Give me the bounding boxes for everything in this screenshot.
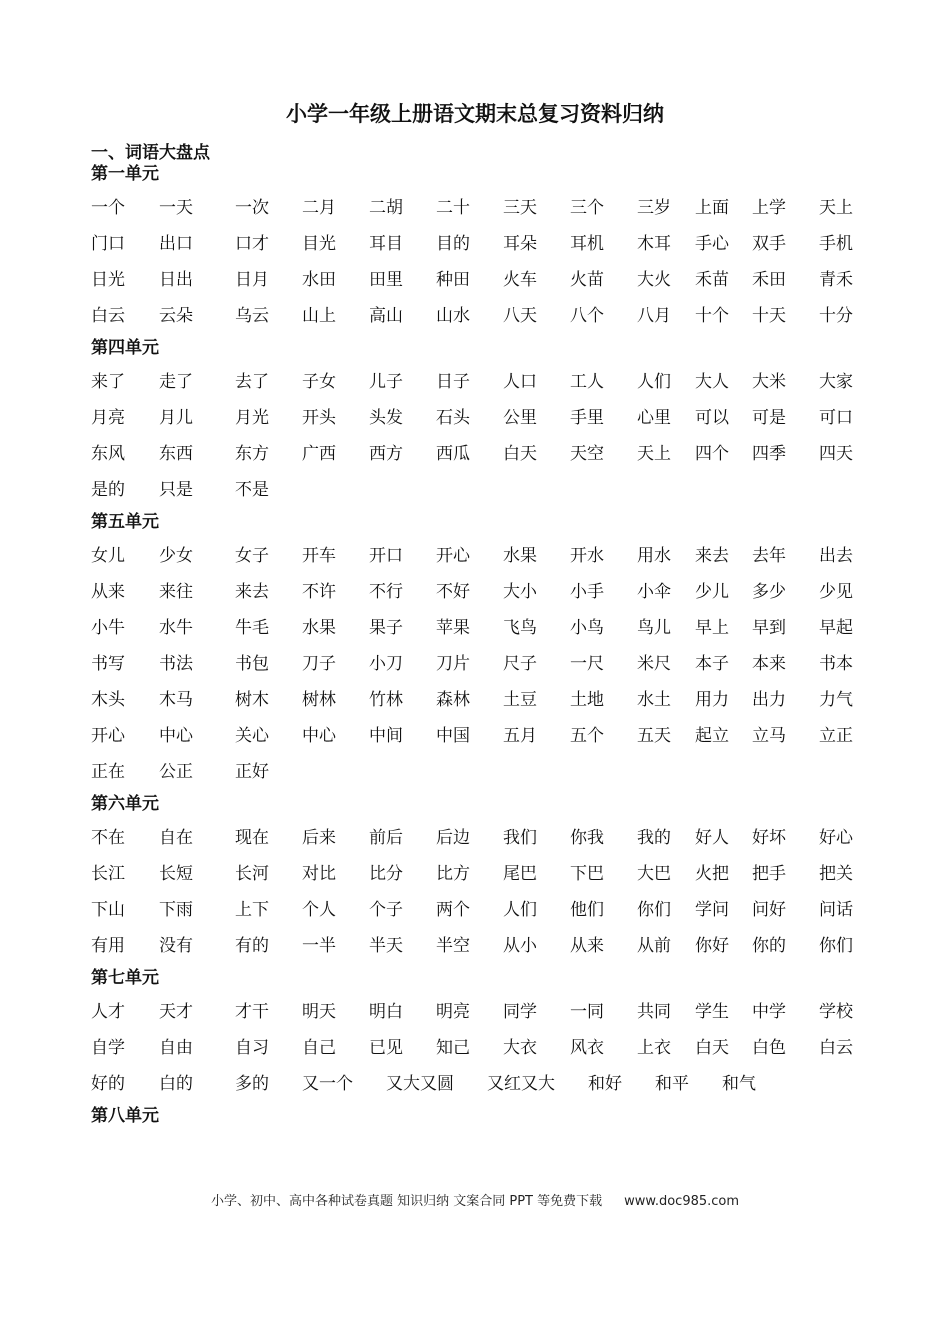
word-item: 多的 bbox=[235, 1074, 269, 1094]
page-title: 小学一年级上册语文期末总复习资料归纳 bbox=[286, 102, 664, 126]
word-item: 小鸟 bbox=[570, 618, 604, 638]
word-item: 半天 bbox=[369, 936, 403, 956]
word-item: 耳目 bbox=[369, 234, 403, 254]
word-item: 上面 bbox=[695, 198, 729, 218]
word-item: 头发 bbox=[369, 408, 403, 428]
unit-title: 第六单元 bbox=[91, 794, 159, 814]
word-item: 耳机 bbox=[570, 234, 604, 254]
word-item: 可口 bbox=[819, 408, 853, 428]
word-item: 现在 bbox=[235, 828, 269, 848]
word-item: 三个 bbox=[570, 198, 604, 218]
word-item: 一同 bbox=[570, 1002, 604, 1022]
word-item: 禾田 bbox=[752, 270, 786, 290]
word-item: 把关 bbox=[819, 864, 853, 884]
word-item: 东西 bbox=[159, 444, 193, 464]
word-row bbox=[91, 613, 861, 649]
word-item: 自习 bbox=[235, 1038, 269, 1058]
word-item: 天空 bbox=[570, 444, 604, 464]
unit-title: 第四单元 bbox=[91, 338, 159, 358]
word-row bbox=[91, 931, 861, 967]
word-item: 目光 bbox=[302, 234, 336, 254]
word-item: 自由 bbox=[159, 1038, 193, 1058]
word-item: 公里 bbox=[503, 408, 537, 428]
word-item: 你好 bbox=[695, 936, 729, 956]
word-item: 把手 bbox=[752, 864, 786, 884]
word-item: 中学 bbox=[752, 1002, 786, 1022]
word-item: 木马 bbox=[159, 690, 193, 710]
word-item: 月亮 bbox=[91, 408, 125, 428]
word-item: 心里 bbox=[637, 408, 671, 428]
word-item: 学问 bbox=[695, 900, 729, 920]
word-item: 共同 bbox=[637, 1002, 671, 1022]
word-item: 问话 bbox=[819, 900, 853, 920]
word-row bbox=[91, 757, 861, 793]
word-row bbox=[91, 439, 861, 475]
word-item: 中心 bbox=[302, 726, 336, 746]
word-item: 耳朵 bbox=[503, 234, 537, 254]
word-item: 青禾 bbox=[819, 270, 853, 290]
word-item: 人才 bbox=[91, 1002, 125, 1022]
word-item: 比分 bbox=[369, 864, 403, 884]
word-item: 我们 bbox=[503, 828, 537, 848]
word-item: 天上 bbox=[637, 444, 671, 464]
word-item: 从前 bbox=[637, 936, 671, 956]
word-item: 出力 bbox=[752, 690, 786, 710]
word-item: 日月 bbox=[235, 270, 269, 290]
word-item: 门口 bbox=[91, 234, 125, 254]
word-item: 下山 bbox=[91, 900, 125, 920]
word-item: 禾苗 bbox=[695, 270, 729, 290]
word-item: 人口 bbox=[503, 372, 537, 392]
word-item: 明亮 bbox=[436, 1002, 470, 1022]
word-item: 关心 bbox=[235, 726, 269, 746]
word-item: 二月 bbox=[302, 198, 336, 218]
word-item: 不是 bbox=[235, 480, 269, 500]
word-item: 火苗 bbox=[570, 270, 604, 290]
word-item: 人们 bbox=[637, 372, 671, 392]
word-item: 你我 bbox=[570, 828, 604, 848]
word-item: 五天 bbox=[637, 726, 671, 746]
word-item: 出口 bbox=[159, 234, 193, 254]
word-row bbox=[91, 721, 861, 757]
word-item: 开心 bbox=[91, 726, 125, 746]
word-item: 不在 bbox=[91, 828, 125, 848]
word-item: 月儿 bbox=[159, 408, 193, 428]
word-item: 正在 bbox=[91, 762, 125, 782]
word-item: 后来 bbox=[302, 828, 336, 848]
word-item: 日光 bbox=[91, 270, 125, 290]
word-item: 好坏 bbox=[752, 828, 786, 848]
word-item: 力气 bbox=[819, 690, 853, 710]
word-row bbox=[91, 685, 861, 721]
word-item: 少见 bbox=[819, 582, 853, 602]
word-item: 本来 bbox=[752, 654, 786, 674]
word-item: 他们 bbox=[570, 900, 604, 920]
word-item: 从来 bbox=[570, 936, 604, 956]
word-item: 大米 bbox=[752, 372, 786, 392]
word-item: 大家 bbox=[819, 372, 853, 392]
word-item: 来去 bbox=[695, 546, 729, 566]
word-item: 有用 bbox=[91, 936, 125, 956]
word-item: 水牛 bbox=[159, 618, 193, 638]
word-item: 山上 bbox=[302, 306, 336, 326]
word-item: 同学 bbox=[503, 1002, 537, 1022]
word-item: 大巴 bbox=[637, 864, 671, 884]
unit-title: 第八单元 bbox=[91, 1106, 159, 1126]
word-item: 儿子 bbox=[369, 372, 403, 392]
word-item: 大人 bbox=[695, 372, 729, 392]
word-item: 刀片 bbox=[436, 654, 470, 674]
word-item: 刀子 bbox=[302, 654, 336, 674]
word-item: 自己 bbox=[302, 1038, 336, 1058]
word-item: 乌云 bbox=[235, 306, 269, 326]
word-item: 下雨 bbox=[159, 900, 193, 920]
word-item: 月光 bbox=[235, 408, 269, 428]
word-item: 没有 bbox=[159, 936, 193, 956]
word-item: 去年 bbox=[752, 546, 786, 566]
word-item: 大火 bbox=[637, 270, 671, 290]
word-item: 牛毛 bbox=[235, 618, 269, 638]
word-item: 和气 bbox=[722, 1074, 756, 1094]
word-item: 火车 bbox=[503, 270, 537, 290]
word-item: 十个 bbox=[695, 306, 729, 326]
word-item: 自学 bbox=[91, 1038, 125, 1058]
word-row bbox=[91, 997, 861, 1033]
word-item: 木耳 bbox=[637, 234, 671, 254]
word-item: 云朵 bbox=[159, 306, 193, 326]
word-item: 立马 bbox=[752, 726, 786, 746]
word-item: 长河 bbox=[235, 864, 269, 884]
word-item: 比方 bbox=[436, 864, 470, 884]
word-item: 来了 bbox=[91, 372, 125, 392]
word-item: 石头 bbox=[436, 408, 470, 428]
word-item: 五月 bbox=[503, 726, 537, 746]
footer-url[interactable]: www.doc985.com bbox=[624, 1194, 740, 1209]
word-item: 去了 bbox=[235, 372, 269, 392]
word-item: 风衣 bbox=[570, 1038, 604, 1058]
word-item: 问好 bbox=[752, 900, 786, 920]
word-item: 可以 bbox=[695, 408, 729, 428]
word-item: 田里 bbox=[369, 270, 403, 290]
word-item: 三天 bbox=[503, 198, 537, 218]
word-item: 上衣 bbox=[637, 1038, 671, 1058]
word-item: 五个 bbox=[570, 726, 604, 746]
word-item: 从来 bbox=[91, 582, 125, 602]
word-item: 目的 bbox=[436, 234, 470, 254]
word-item: 一天 bbox=[159, 198, 193, 218]
word-row bbox=[91, 193, 861, 229]
word-row bbox=[91, 265, 861, 301]
word-item: 天上 bbox=[819, 198, 853, 218]
word-item: 双手 bbox=[752, 234, 786, 254]
word-item: 八个 bbox=[570, 306, 604, 326]
footer bbox=[0, 1190, 950, 1209]
word-item: 一半 bbox=[302, 936, 336, 956]
word-item: 白天 bbox=[695, 1038, 729, 1058]
word-item: 口才 bbox=[235, 234, 269, 254]
word-item: 前后 bbox=[369, 828, 403, 848]
word-item: 长江 bbox=[91, 864, 125, 884]
word-item: 四季 bbox=[752, 444, 786, 464]
word-item: 小牛 bbox=[91, 618, 125, 638]
word-item: 手机 bbox=[819, 234, 853, 254]
word-row bbox=[91, 859, 861, 895]
word-item: 水土 bbox=[637, 690, 671, 710]
word-item: 好的 bbox=[91, 1074, 125, 1094]
word-item: 自在 bbox=[159, 828, 193, 848]
word-item: 长短 bbox=[159, 864, 193, 884]
word-item: 走了 bbox=[159, 372, 193, 392]
word-item: 早上 bbox=[695, 618, 729, 638]
word-row bbox=[91, 367, 861, 403]
word-item: 子女 bbox=[302, 372, 336, 392]
word-row bbox=[91, 541, 861, 577]
word-row bbox=[91, 1033, 861, 1069]
unit-title: 第七单元 bbox=[91, 968, 159, 988]
word-item: 手里 bbox=[570, 408, 604, 428]
word-item: 明白 bbox=[369, 1002, 403, 1022]
word-item: 种田 bbox=[436, 270, 470, 290]
word-row bbox=[91, 577, 861, 613]
word-row bbox=[91, 475, 861, 511]
word-item: 树林 bbox=[302, 690, 336, 710]
word-item: 好心 bbox=[819, 828, 853, 848]
word-item: 白色 bbox=[752, 1038, 786, 1058]
word-item: 个人 bbox=[302, 900, 336, 920]
word-item: 开水 bbox=[570, 546, 604, 566]
word-item: 学生 bbox=[695, 1002, 729, 1022]
word-item: 少儿 bbox=[695, 582, 729, 602]
word-item: 一尺 bbox=[570, 654, 604, 674]
word-item: 苹果 bbox=[436, 618, 470, 638]
word-item: 水果 bbox=[302, 618, 336, 638]
word-item: 手心 bbox=[695, 234, 729, 254]
footer-text: 小学、初中、高中各种试卷真题 知识归纳 文案合同 PPT 等免费下载 bbox=[210, 1194, 603, 1209]
word-item: 两个 bbox=[436, 900, 470, 920]
word-item: 书包 bbox=[235, 654, 269, 674]
word-item: 飞鸟 bbox=[503, 618, 537, 638]
word-item: 土地 bbox=[570, 690, 604, 710]
word-item: 四个 bbox=[695, 444, 729, 464]
word-item: 你的 bbox=[752, 936, 786, 956]
word-item: 十分 bbox=[819, 306, 853, 326]
word-item: 东方 bbox=[235, 444, 269, 464]
word-item: 广西 bbox=[302, 444, 336, 464]
word-item: 中心 bbox=[159, 726, 193, 746]
word-item: 水田 bbox=[302, 270, 336, 290]
word-item: 水果 bbox=[503, 546, 537, 566]
word-item: 多少 bbox=[752, 582, 786, 602]
word-item: 尾巴 bbox=[503, 864, 537, 884]
word-item: 小伞 bbox=[637, 582, 671, 602]
word-item: 用力 bbox=[695, 690, 729, 710]
word-item: 好人 bbox=[695, 828, 729, 848]
word-row bbox=[91, 823, 861, 859]
word-item: 小刀 bbox=[369, 654, 403, 674]
word-item: 公正 bbox=[159, 762, 193, 782]
word-item: 果子 bbox=[369, 618, 403, 638]
word-item: 东风 bbox=[91, 444, 125, 464]
word-item: 明天 bbox=[302, 1002, 336, 1022]
word-item: 已见 bbox=[369, 1038, 403, 1058]
word-item: 我的 bbox=[637, 828, 671, 848]
word-row bbox=[91, 403, 861, 439]
word-item: 米尺 bbox=[637, 654, 671, 674]
word-item: 起立 bbox=[695, 726, 729, 746]
word-item: 本子 bbox=[695, 654, 729, 674]
word-item: 知己 bbox=[436, 1038, 470, 1058]
section-heading: 一、词语大盘点 bbox=[91, 143, 210, 163]
word-item: 西瓜 bbox=[436, 444, 470, 464]
word-item: 只是 bbox=[159, 480, 193, 500]
word-item: 大小 bbox=[503, 582, 537, 602]
word-item: 你们 bbox=[637, 900, 671, 920]
word-item: 个子 bbox=[369, 900, 403, 920]
word-item: 白天 bbox=[503, 444, 537, 464]
word-item: 上学 bbox=[752, 198, 786, 218]
word-item: 西方 bbox=[369, 444, 403, 464]
word-item: 和平 bbox=[655, 1074, 689, 1094]
word-item: 和好 bbox=[588, 1074, 622, 1094]
word-item: 树木 bbox=[235, 690, 269, 710]
word-item: 又红又大 bbox=[487, 1074, 555, 1094]
word-row bbox=[91, 1069, 861, 1105]
word-item: 二十 bbox=[436, 198, 470, 218]
word-item: 才干 bbox=[235, 1002, 269, 1022]
word-item: 开心 bbox=[436, 546, 470, 566]
word-item: 高山 bbox=[369, 306, 403, 326]
word-item: 十天 bbox=[752, 306, 786, 326]
word-item: 小手 bbox=[570, 582, 604, 602]
word-item: 书写 bbox=[91, 654, 125, 674]
word-row bbox=[91, 301, 861, 337]
word-item: 不行 bbox=[369, 582, 403, 602]
word-item: 不好 bbox=[436, 582, 470, 602]
word-item: 学校 bbox=[819, 1002, 853, 1022]
word-item: 早起 bbox=[819, 618, 853, 638]
word-item: 中国 bbox=[436, 726, 470, 746]
unit-title: 第一单元 bbox=[91, 164, 159, 184]
word-item: 中间 bbox=[369, 726, 403, 746]
word-item: 土豆 bbox=[503, 690, 537, 710]
word-item: 开口 bbox=[369, 546, 403, 566]
word-item: 出去 bbox=[819, 546, 853, 566]
word-item: 从小 bbox=[503, 936, 537, 956]
word-item: 日出 bbox=[159, 270, 193, 290]
word-item: 火把 bbox=[695, 864, 729, 884]
word-item: 大衣 bbox=[503, 1038, 537, 1058]
word-item: 尺子 bbox=[503, 654, 537, 674]
word-item: 白云 bbox=[819, 1038, 853, 1058]
word-item: 木头 bbox=[91, 690, 125, 710]
word-item: 下巴 bbox=[570, 864, 604, 884]
word-item: 女子 bbox=[235, 546, 269, 566]
word-item: 是的 bbox=[91, 480, 125, 500]
word-item: 书本 bbox=[819, 654, 853, 674]
word-item: 书法 bbox=[159, 654, 193, 674]
word-item: 二胡 bbox=[369, 198, 403, 218]
word-item: 四天 bbox=[819, 444, 853, 464]
word-item: 用水 bbox=[637, 546, 671, 566]
word-row bbox=[91, 229, 861, 265]
word-item: 山水 bbox=[436, 306, 470, 326]
word-item: 立正 bbox=[819, 726, 853, 746]
word-item: 少女 bbox=[159, 546, 193, 566]
word-item: 上下 bbox=[235, 900, 269, 920]
word-item: 开头 bbox=[302, 408, 336, 428]
word-item: 一个 bbox=[91, 198, 125, 218]
word-item: 工人 bbox=[570, 372, 604, 392]
word-item: 半空 bbox=[436, 936, 470, 956]
word-item: 八月 bbox=[637, 306, 671, 326]
word-item: 有的 bbox=[235, 936, 269, 956]
word-item: 森林 bbox=[436, 690, 470, 710]
word-item: 人们 bbox=[503, 900, 537, 920]
word-item: 你们 bbox=[819, 936, 853, 956]
word-item: 可是 bbox=[752, 408, 786, 428]
word-item: 早到 bbox=[752, 618, 786, 638]
word-item: 女儿 bbox=[91, 546, 125, 566]
word-item: 又一个 bbox=[302, 1074, 353, 1094]
word-item: 鸟儿 bbox=[637, 618, 671, 638]
word-item: 白云 bbox=[91, 306, 125, 326]
word-row bbox=[91, 649, 861, 685]
word-item: 对比 bbox=[302, 864, 336, 884]
word-item: 八天 bbox=[503, 306, 537, 326]
word-item: 竹林 bbox=[369, 690, 403, 710]
word-item: 白的 bbox=[159, 1074, 193, 1094]
word-item: 来往 bbox=[159, 582, 193, 602]
word-item: 正好 bbox=[235, 762, 269, 782]
word-item: 一次 bbox=[235, 198, 269, 218]
word-item: 又大又圆 bbox=[386, 1074, 454, 1094]
units-container bbox=[91, 163, 861, 1135]
word-item: 来去 bbox=[235, 582, 269, 602]
word-item: 三岁 bbox=[637, 198, 671, 218]
word-item: 日子 bbox=[436, 372, 470, 392]
word-item: 不许 bbox=[302, 582, 336, 602]
word-row bbox=[91, 895, 861, 931]
word-item: 后边 bbox=[436, 828, 470, 848]
word-item: 天才 bbox=[159, 1002, 193, 1022]
word-item: 开车 bbox=[302, 546, 336, 566]
unit-title: 第五单元 bbox=[91, 512, 159, 532]
